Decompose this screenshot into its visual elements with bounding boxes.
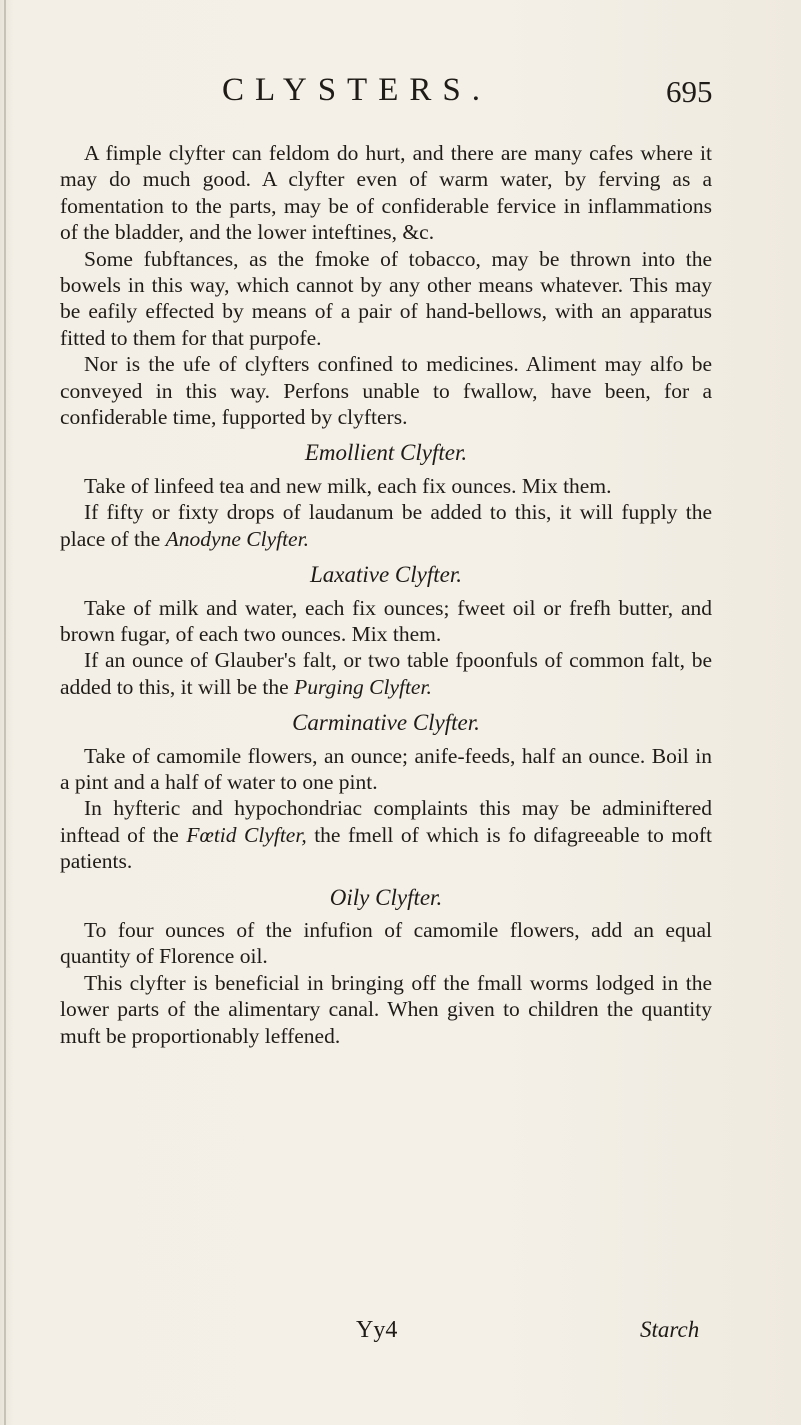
hysteric-note-text: In hyfteric and hypochondriac complaints this may be adminiftered inftead of the <box>60 796 712 847</box>
foetid-clyster-term: Fœtid Clyfter, <box>186 822 307 847</box>
heading-laxative-clyster: Laxative Clyfter. <box>309 562 463 588</box>
paragraph-anodyne-note <box>60 499 712 552</box>
paragraph-simple-clyster: A fimple clyfter can feldom do hurt, and there are many cafes where it may do much good. A clyfter even of warm water, by ferving as a fomentation to the parts, may be of confiderable fervice in inflammations of the bladder, and the lower inteftines, &c. <box>60 141 712 245</box>
page-header <box>0 66 801 116</box>
paragraph-tobacco-smoke: Some fubftances, as the fmoke of tobacco, may be thrown into the bowels in this way, which cannot by any other means whatever. This may be eafily effected by means of a pair of hand-bellows, with an apparatus fitted to them for that purpofe. <box>60 246 712 350</box>
purging-note-text: If an ounce of Glauber's falt, or two table fpoonfuls of common falt, be added to this, it will be the <box>60 648 712 699</box>
heading-oily-clyster: Oily Clyfter. <box>329 884 443 910</box>
signature-mark: Yy4 <box>356 1317 398 1343</box>
page-number: 695 <box>666 74 713 109</box>
running-title: CLYSTERS. <box>222 72 491 108</box>
paragraph-oily-recipe: To four ounces of the infufion of camomile flowers, add an equal quantity of Florence oil. <box>60 917 712 969</box>
paragraph-purging-note <box>60 647 712 700</box>
page-gutter-edge <box>4 0 6 1425</box>
paragraph-worms-note: This clyfter is beneficial in bringing off the fmall worms lodged in the lower parts of the alimentary canal. When given to children the quantity muft be proportionably leffened. <box>60 970 712 1048</box>
heading-carminative-clyster: Carminative Clyfter. <box>292 710 480 736</box>
anodyne-clyster-term: Anodyne Clyfter. <box>165 526 309 551</box>
hysteric-note-tail: the fmell of which is fo difagreeable to moft patients. <box>60 822 713 874</box>
paragraph-hysteric-note <box>60 795 712 874</box>
paragraph-laxative-recipe: Take of milk and water, each fix ounces; fweet oil or frefh butter, and brown fugar, of each two ounces. Mix them. <box>60 595 712 646</box>
paragraph-carminative-recipe: Take of camomile flowers, an ounce; anife-feeds, half an ounce. Boil in a pint and a half of water to one pint. <box>60 743 712 794</box>
anodyne-note-text: If fifty or fixty drops of laudanum be added to this, it will fupply the place of the <box>60 500 712 551</box>
catchword: Starch <box>640 1317 700 1342</box>
body-text <box>60 140 712 1049</box>
paragraph-emollient-recipe: Take of linfeed tea and new milk, each fix ounces. Mix them. <box>84 473 612 498</box>
paragraph-aliment: Nor is the ufe of clyfters confined to medicines. Aliment may alfo be conveyed in this way. Perfons unable to fwallow, have been, for a confiderable time, fupported by clyfters. <box>60 352 712 430</box>
heading-emollient-clyster: Emollient Clyfter. <box>304 440 468 466</box>
purging-clyster-term: Purging Clyfter. <box>294 674 432 699</box>
page-footer <box>0 1317 801 1349</box>
